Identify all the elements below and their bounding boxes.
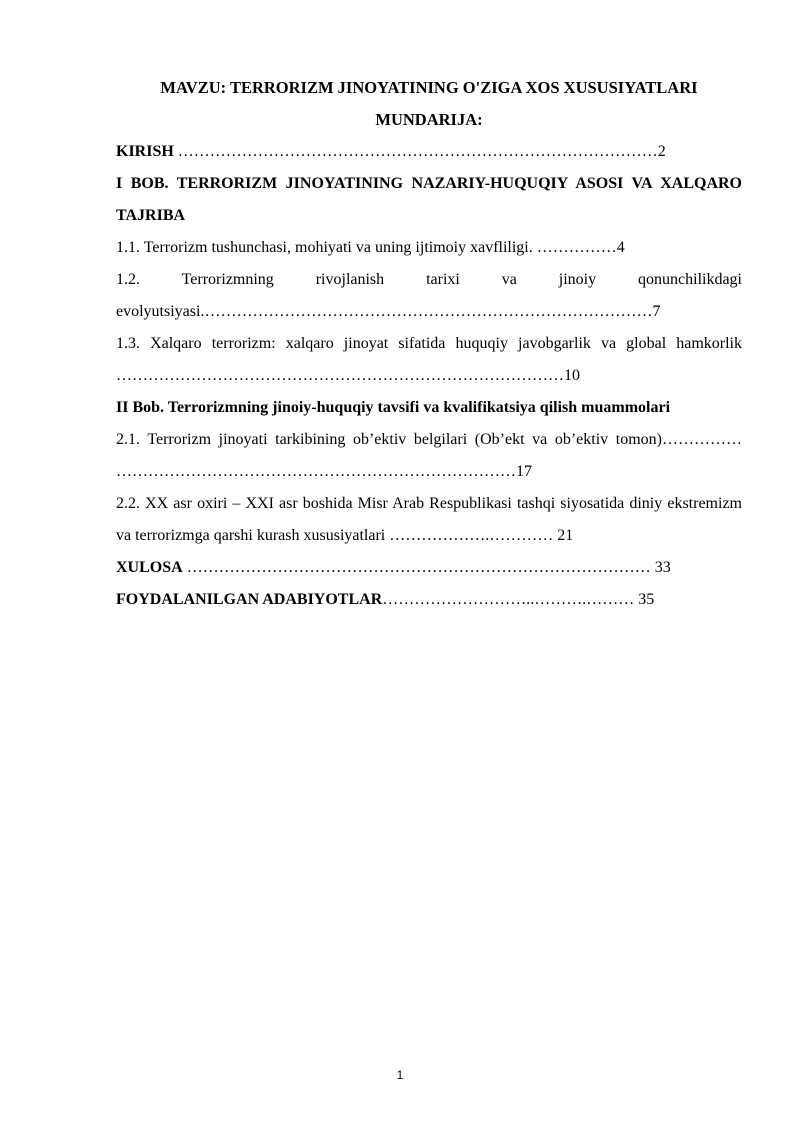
page-number: 1 bbox=[396, 1068, 404, 1082]
toc-entry-kirish bbox=[116, 136, 742, 168]
toc-entry-text: 1.1. Terrorizm tushunchasi, mohiyati va uning ijtimoiy xavfliligi. bbox=[116, 239, 533, 256]
toc-entry-leader: …………………………………………………………………………10 bbox=[116, 367, 580, 384]
toc-entry-text: KIRISH bbox=[116, 143, 174, 160]
toc-entry-text: FOYDALANILGAN ADABIYOTLAR bbox=[116, 591, 383, 608]
toc-entry-leader: …………………………………………………………………………7 bbox=[204, 303, 661, 320]
toc-entry-xulosa bbox=[116, 552, 742, 584]
toc-entry-text: 2.1. Terrorizm jinoyati tarkibining ob’ektiv belgilari (Ob’ekt va ob’ektiv tomon)…………… bbox=[116, 431, 742, 448]
toc-entry-1-3 bbox=[116, 328, 742, 392]
toc-entry-1-1 bbox=[116, 232, 742, 264]
toc-entry-text: 1.3. Xalqaro terrorizm: xalqaro jinoyat sifatida huquqiy javobgarlik va global hamkorlik bbox=[116, 335, 742, 352]
toc-entry-1-2 bbox=[116, 264, 742, 328]
toc-heading: MUNDARIJA: bbox=[375, 110, 483, 129]
document-title: MAVZU: TERRORIZM JINOYATINING O'ZIGA XOS XUSUSIYATLARI bbox=[160, 78, 698, 97]
toc-entry-leader: …………………………………………………………………17 bbox=[116, 463, 532, 480]
toc-entry-leader: ……………….………… 21 bbox=[385, 527, 574, 544]
toc-entry-leader: ………………………………………………………………………………2 bbox=[173, 143, 666, 160]
toc-entry-text: I BOB. TERRORIZM JINOYATINING NAZARIY-HUQUQIY ASOSI VA XALQARO TAJRIBA bbox=[116, 175, 742, 224]
toc-entry-text: 2.2. XX asr oxiri – XXI asr boshida Misr Arab Respublikasi tashqi siyosatida diniy ekstremizm va terrorizmga qarshi kurash xususiyatlari bbox=[116, 495, 742, 544]
toc-entry-2-2 bbox=[116, 488, 742, 552]
toc-entry-adabiyotlar bbox=[116, 584, 742, 616]
toc-entry-text: XULOSA bbox=[116, 559, 183, 576]
toc-chapter-2 bbox=[116, 392, 742, 424]
toc-entry-text: II Bob. Terrorizmning jinoiy-huquqiy tavsifi va kvalifikatsiya qilish muammolari bbox=[116, 399, 671, 416]
toc-entry-leader: ………………………..……….……… 35 bbox=[382, 591, 655, 608]
toc-chapter-1 bbox=[116, 168, 742, 232]
document-content bbox=[116, 72, 742, 616]
toc-entry-leader: …………………………………………………………………………… 33 bbox=[182, 559, 671, 576]
toc-entry-leader: ……………4 bbox=[532, 239, 625, 256]
toc-entry-text: 1.2. Terrorizmning rivojlanish tarixi va jinoiy qonunchilikdagi evolyutsiyasi. bbox=[116, 271, 742, 320]
toc-entry-2-1 bbox=[116, 424, 742, 488]
